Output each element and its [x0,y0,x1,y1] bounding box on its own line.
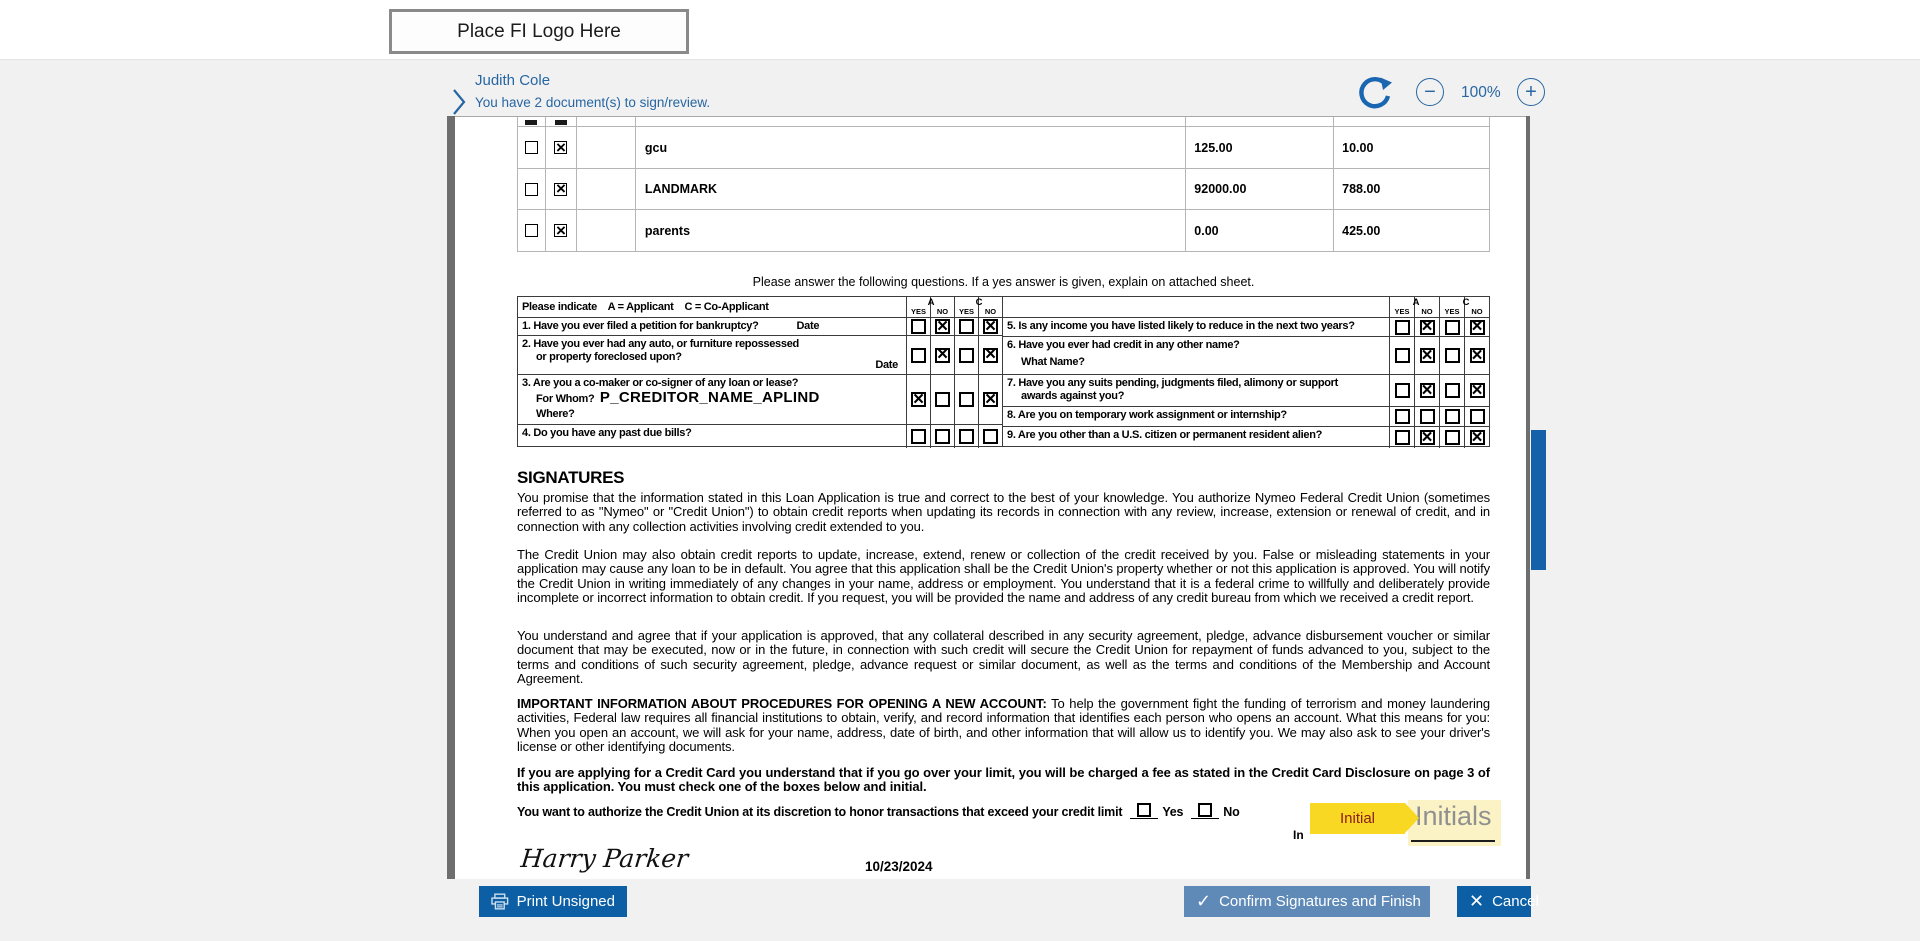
question-row: 9. Are you other than a U.S. citizen or permanent resident alien? × × [1003,426,1489,448]
questions-header-right: YES NO YES NO A C [1003,297,1489,317]
top-strip [0,0,1920,59]
creditors-table [517,117,1490,252]
zoom-out-button[interactable] [1416,78,1444,106]
clipped-table-row [518,117,1490,127]
checkbox [1470,430,1485,445]
checkbox [1470,348,1485,363]
checkbox [554,224,567,237]
refresh-icon[interactable] [1356,74,1394,112]
question-row: 2. Have you ever had any auto, or furniture repossessed or property foreclosed upon? Date × × [518,335,1002,374]
checkbox [1470,320,1485,335]
checkbox [1420,320,1435,335]
important-info-lead: IMPORTANT INFORMATION ABOUT PROCEDURES FOR OPENING A NEW ACCOUNT: [517,696,1047,711]
question-row: 4. Do you have any past due bills? [518,424,1002,448]
creditor-payment: 788.00 [1334,169,1490,209]
checkbox [1445,383,1460,398]
checkbox [935,319,950,334]
checkbox [911,348,926,363]
indicate-label: Please indicate A = Applicant C = Co-Applicant [522,301,769,313]
checkbox [935,429,950,444]
minus-icon: − [1424,80,1436,103]
documents-to-sign-message: You have 2 document(s) to sign/review. [475,95,711,110]
header-bar [0,59,1920,116]
initial-tag[interactable]: Initial [1310,803,1405,834]
clipped-checkbox [525,120,537,125]
document-right-edge [1526,116,1530,879]
checkbox [959,348,974,363]
creditor-placeholder: P_CREDITOR_NAME_APLIND [599,388,820,406]
checkbox [935,348,950,363]
clipped-checkbox [555,120,567,125]
signatures-paragraph: The Credit Union may also obtain credit reports to update, increase, extend, renew or collection of the credit received by you. False or misleading statements in your application may cause any loan to be in default. You agree that this application shall be the Credit Union's property whether or not this application is approved. You will notify the Credit Union in writing immediately of any changes in your name, address or employment. You understand that it is a federal crime to willfully and deliberately provide incomplete or incorrect information to obtain credit. If you request, you will be provided the name and address of any credit bureau from which we received a credit report. [517,547,1490,606]
no-label: No [1223,805,1240,819]
cancel-button[interactable]: ✕ Cancel [1457,886,1531,917]
scrollbar-thumb[interactable] [1531,430,1546,570]
footer-bar [0,879,1920,941]
creditor-balance: 0.00 [1186,210,1334,251]
document-left-edge [447,116,455,879]
checkbox [911,392,926,407]
authorize-line: You want to authorize the Credit Union at its discretion to honor transactions that exceed your credit limit Yes No [517,805,1240,819]
print-unsigned-button[interactable]: Print Unsigned [479,886,627,917]
checkbox [1445,348,1460,363]
initials-clipped-label: In [1293,828,1304,842]
checkbox [1395,383,1410,398]
creditor-row [518,210,1490,252]
applicant-signature: Harry Parker [519,844,690,873]
group-c-label: C [1462,297,1470,308]
checkbox [1445,430,1460,445]
creditor-row [518,127,1490,169]
checkbox [1470,383,1485,398]
checkbox [1395,430,1410,445]
group-a-label: A [927,297,935,308]
questions-intro: Please answer the following questions. If a yes answer is given, explain on attached sheet. [752,275,1255,289]
checkbox [983,429,998,444]
question-row: 6. Have you ever had credit in any other name? What Name? × × [1003,336,1489,374]
creditor-payment: 425.00 [1334,210,1490,251]
fi-logo-placeholder [389,9,689,54]
initials-placeholder: Initials [1415,801,1492,831]
user-name: Judith Cole [475,72,551,89]
group-c-label: C [975,297,983,308]
creditor-payment: 10.00 [1334,127,1490,168]
creditor-name: LANDMARK [636,169,1186,209]
chevron-right-icon[interactable] [451,88,467,116]
zoom-level: 100% [1461,84,1501,101]
signatures-paragraph: You promise that the information stated in this Loan Application is true and correct to the best of your knowledge. You authorize Nymeo Federal Credit Union (sometimes referred to as "Nymeo" or "Credit Union") to obtain credit reports when updating its records in connection with any review, increase, extension or renewal of credit, and in connection with any collection activities involving credit extended to you. [517,490,1490,534]
zoom-in-button[interactable] [1517,78,1545,106]
checkbox [1395,409,1410,424]
checkbox [1420,383,1435,398]
creditor-row [518,169,1490,210]
question-row: 8. Are you on temporary work assignment or internship? [1003,406,1489,426]
date-label: Date [796,320,820,332]
checkbox [1420,409,1435,424]
checkbox [525,183,538,196]
checkbox [1445,409,1460,424]
date-label: Date [875,358,898,371]
questions-header-left: Please indicate A = Applicant C = Co-Applicant YES NO YES NO A C [518,297,1002,317]
initials-field[interactable] [1408,800,1501,846]
creditor-balance: 125.00 [1186,127,1334,168]
checkbox [525,141,538,154]
checkbox [1395,348,1410,363]
x-icon: ✕ [1469,890,1485,912]
checkbox [1470,409,1485,424]
checkbox [983,319,998,334]
checkbox [935,392,950,407]
checkbox [911,429,926,444]
checkbox [1445,320,1460,335]
question-row: 5. Is any income you have listed likely to reduce in the next two years? × × [1003,317,1489,336]
printer-icon [491,893,509,910]
signatures-paragraph: You understand and agree that if your application is approved, that any collateral described in any security agreement, pledge, advance disbursement voucher or similar document that may be executed, now or in the future, in connection with such credit will secure the Credit Union for repayment of funds advanced to you, subject to the terms and conditions of such security agreement, pledge, advance request or similar document, as well as the terms and conditions of the Membership and Account Agreement. [517,628,1490,687]
question-row: 7. Have you any suits pending, judgments filed, alimony or support awards against you? × × [1003,374,1489,406]
checkbox [1395,320,1410,335]
question-row: 3. Are you a co-maker or co-signer of any loan or lease? For Whom? P_CREDITOR_NAME_APLIND Where? × × [518,374,1002,424]
checkbox [983,392,998,407]
checkbox [1420,430,1435,445]
yes-checkbox [1137,803,1151,817]
confirm-signatures-button[interactable]: ✓ Confirm Signatures and Finish [1184,886,1430,917]
creditor-name: gcu [636,127,1186,168]
group-a-label: A [1412,297,1420,308]
checkbox [959,429,974,444]
no-checkbox [1198,803,1212,817]
questions-table [517,296,1490,447]
checkbox [983,348,998,363]
yes-label: Yes [1162,805,1184,819]
checkbox [554,183,567,196]
checkbox [525,224,538,237]
checkbox [1420,348,1435,363]
fi-logo-label: Place FI Logo Here [457,20,621,42]
checkbox [911,319,926,334]
plus-icon: + [1525,80,1537,103]
creditor-name: parents [636,210,1186,251]
signature-date: 10/23/2024 [865,859,933,874]
checkbox [554,141,567,154]
creditor-balance: 92000.00 [1186,169,1334,209]
checkbox [959,319,974,334]
signatures-paragraph: IMPORTANT INFORMATION ABOUT PROCEDURES FOR OPENING A NEW ACCOUNT: To help the government fight the funding of terrorism and money laundering activities, Federal law requires all financial institutions to obtain, verify, and record information that identifies each person who opens an account. What this means for you: When you open an account, we will ask for your name, address, date of birth, and other information that will allow us to identify you. We may also ask to see your driver's license or other identifying documents. [517,696,1490,755]
signatures-heading: SIGNATURES [517,468,625,487]
document-page [455,116,1526,879]
question-row: 1. Have you ever filed a petition for bankruptcy? Date × × [518,317,1002,335]
checkmark-icon: ✓ [1196,890,1212,912]
credit-card-notice: If you are applying for a Credit Card you understand that if you go over your limit, you will be charged a fee as stated in the Credit Card Disclosure on page 3 of this application. You must check one of the boxes below and initial. [517,765,1490,795]
checkbox [959,392,974,407]
